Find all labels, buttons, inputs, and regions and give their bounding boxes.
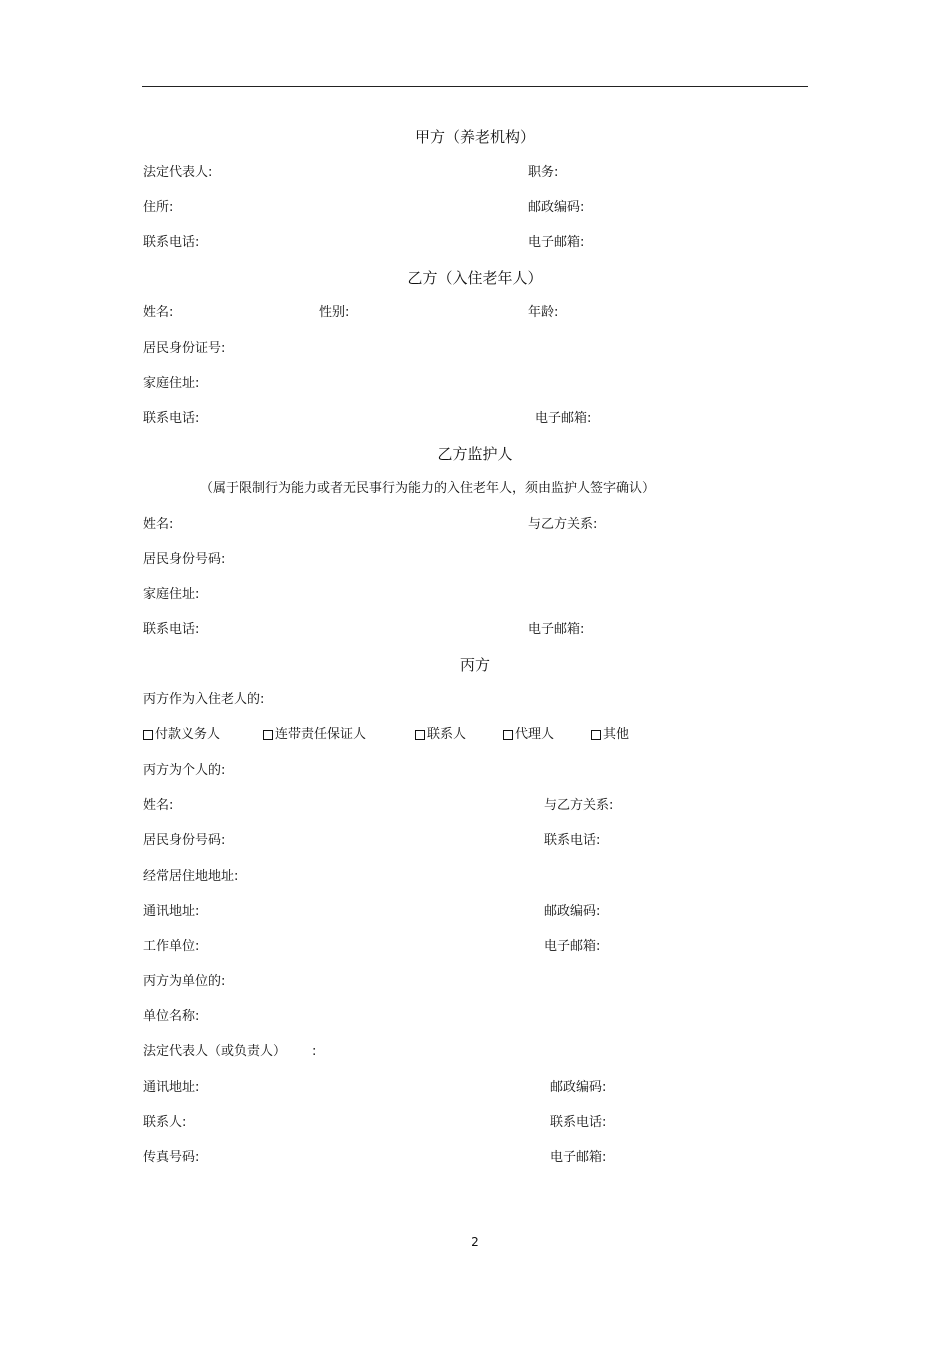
header-rule xyxy=(142,86,808,87)
party-b-phone-label: 联系电话: xyxy=(143,411,200,426)
party-c-postcode-label: 邮政编码: xyxy=(544,904,601,919)
party-c-individual-intro: 丙方为个人的: xyxy=(143,763,226,778)
party-c-id-label: 居民身份号码: xyxy=(143,833,226,848)
page-number: 2 xyxy=(471,1235,479,1249)
role-option-label: 联系人 xyxy=(427,727,467,742)
party-a-heading: 甲方（养老机构） xyxy=(414,128,535,146)
checkbox-icon[interactable] xyxy=(143,730,153,740)
party-a-email-label: 电子邮箱: xyxy=(528,235,585,250)
role-option-label: 付款义务人 xyxy=(155,727,221,742)
role-option-payer[interactable] xyxy=(143,727,220,743)
party-c-employer-label: 工作单位: xyxy=(143,939,200,954)
party-a-legal-rep-label: 法定代表人: xyxy=(143,165,213,180)
role-option-label: 连带责任保证人 xyxy=(275,727,367,742)
guardian-name-label: 姓名: xyxy=(143,517,174,532)
guardian-email-label: 电子邮箱: xyxy=(528,622,585,637)
party-c-mail-address-label: 通讯地址: xyxy=(143,904,200,919)
guardian-phone-label: 联系电话: xyxy=(143,622,200,637)
party-a-postcode-label: 邮政编码: xyxy=(528,200,585,215)
role-option-contact[interactable] xyxy=(415,727,466,743)
org-contact-label: 联系人: xyxy=(143,1115,187,1130)
org-fax-label: 传真号码: xyxy=(143,1150,200,1165)
party-c-residence-label: 经常居住地地址: xyxy=(143,869,239,884)
org-email-label: 电子邮箱: xyxy=(550,1150,607,1165)
party-c-email-label: 电子邮箱: xyxy=(544,939,601,954)
party-b-email-label: 电子邮箱: xyxy=(535,411,592,426)
party-c-role-intro: 丙方作为入住老人的: xyxy=(143,692,265,707)
role-option-label: 代理人 xyxy=(515,727,555,742)
party-b-id-label: 居民身份证号: xyxy=(143,341,226,356)
org-legal-rep-label: 法定代表人（或负责人） xyxy=(143,1044,287,1059)
org-mail-address-label: 通讯地址: xyxy=(143,1080,200,1095)
role-option-label: 其他 xyxy=(603,727,630,742)
party-c-heading: 丙方 xyxy=(459,656,490,674)
guardian-note: （属于限制行为能力或者无民事行为能力的入住老年人，须由监护人签字确认） xyxy=(200,481,656,496)
org-postcode-label: 邮政编码: xyxy=(550,1080,607,1095)
guardian-relation-label: 与乙方关系: xyxy=(528,517,598,532)
role-option-guarantor[interactable] xyxy=(263,727,366,743)
guardian-home-address-label: 家庭住址: xyxy=(143,587,200,602)
party-b-home-address-label: 家庭住址: xyxy=(143,376,200,391)
party-c-relation-label: 与乙方关系: xyxy=(544,798,614,813)
org-phone-label: 联系电话: xyxy=(550,1115,607,1130)
org-legal-rep-colon: : xyxy=(312,1044,317,1059)
party-c-phone-label: 联系电话: xyxy=(544,833,601,848)
org-name-label: 单位名称: xyxy=(143,1009,200,1024)
checkbox-icon[interactable] xyxy=(591,730,601,740)
party-b-heading: 乙方（入住老年人） xyxy=(407,269,543,287)
party-c-name-label: 姓名: xyxy=(143,798,174,813)
guardian-heading: 乙方监护人 xyxy=(437,445,513,463)
party-b-name-label: 姓名: xyxy=(143,305,174,320)
role-option-agent[interactable] xyxy=(503,727,554,743)
party-a-address-label: 住所: xyxy=(143,200,174,215)
party-b-age-label: 年龄: xyxy=(528,305,559,320)
party-b-gender-label: 性别: xyxy=(319,305,350,320)
checkbox-icon[interactable] xyxy=(503,730,513,740)
party-a-position-label: 职务: xyxy=(528,165,559,180)
party-c-organization-intro: 丙方为单位的: xyxy=(143,974,226,989)
checkbox-icon[interactable] xyxy=(415,730,425,740)
party-a-phone-label: 联系电话: xyxy=(143,235,200,250)
role-option-other[interactable] xyxy=(591,727,629,743)
guardian-id-label: 居民身份号码: xyxy=(143,552,226,567)
checkbox-icon[interactable] xyxy=(263,730,273,740)
